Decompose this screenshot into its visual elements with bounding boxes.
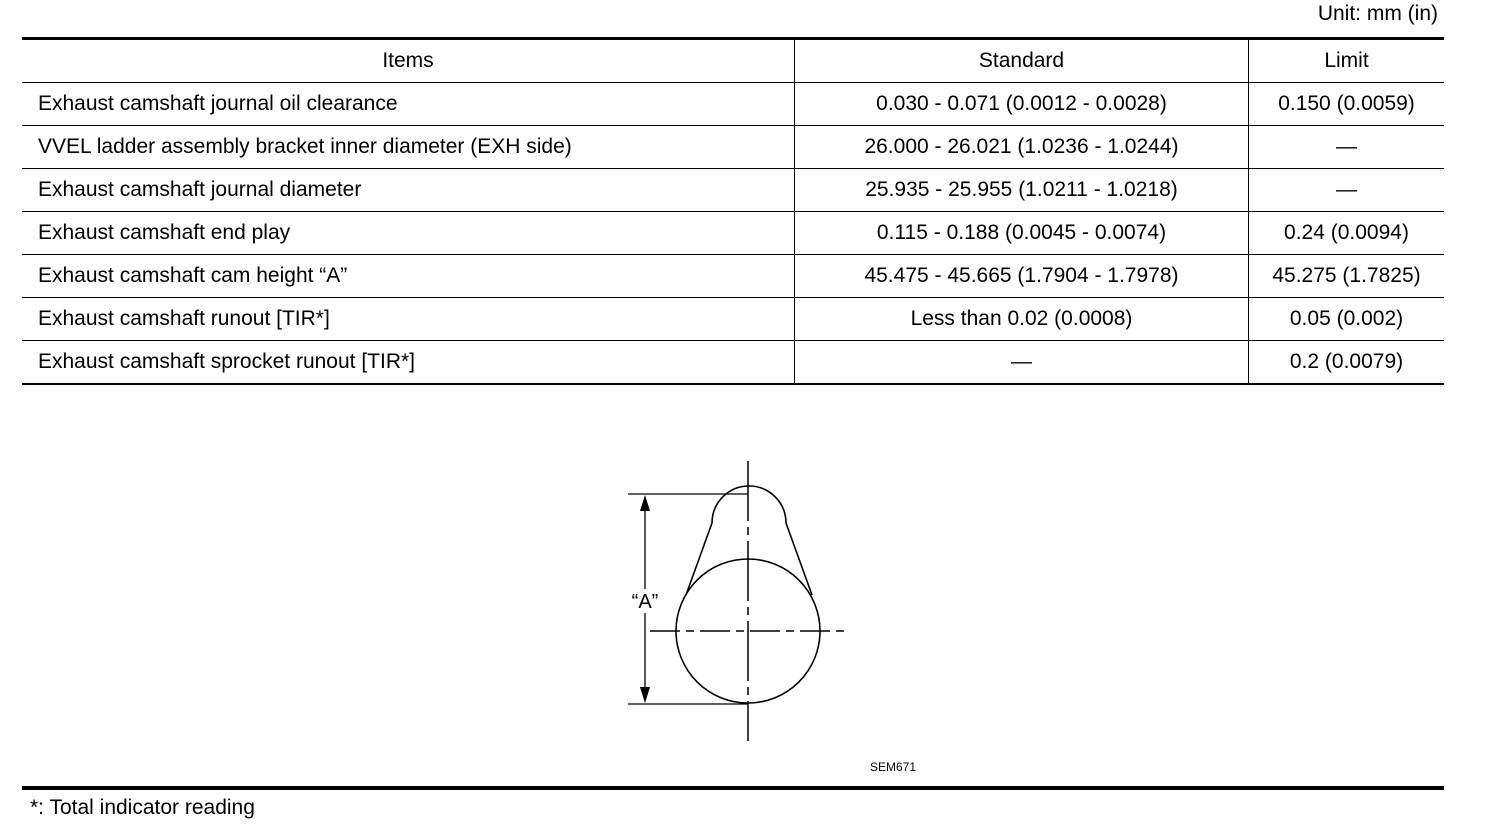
cam-height-diagram bbox=[600, 455, 930, 785]
table-row bbox=[22, 298, 1444, 341]
cell-standard: 25.935 - 25.955 (1.0211 - 1.0218) bbox=[795, 169, 1249, 212]
unit-label: Unit: mm (in) bbox=[1317, 2, 1438, 25]
cell-standard: — bbox=[795, 341, 1249, 385]
cell-limit: 0.150 (0.0059) bbox=[1249, 83, 1445, 126]
camshaft-spec-table bbox=[22, 37, 1444, 385]
cell-item: Exhaust camshaft sprocket runout [TIR*] bbox=[22, 341, 795, 385]
table-row bbox=[22, 169, 1444, 212]
cell-item: Exhaust camshaft runout [TIR*] bbox=[22, 298, 795, 341]
cell-item: Exhaust camshaft end play bbox=[22, 212, 795, 255]
cell-limit: 0.24 (0.0094) bbox=[1249, 212, 1445, 255]
header-standard: Standard bbox=[795, 39, 1249, 83]
table-row bbox=[22, 83, 1444, 126]
table-header-row bbox=[22, 39, 1444, 83]
table-row bbox=[22, 126, 1444, 169]
table-row bbox=[22, 255, 1444, 298]
cell-limit: 0.2 (0.0079) bbox=[1249, 341, 1445, 385]
cam-lobe-profile bbox=[686, 486, 812, 595]
cell-item: Exhaust camshaft journal diameter bbox=[22, 169, 795, 212]
cell-limit: — bbox=[1249, 126, 1445, 169]
cell-item: Exhaust camshaft journal oil clearance bbox=[22, 83, 795, 126]
footnote: *: Total indicator reading bbox=[30, 796, 255, 819]
bottom-rule bbox=[22, 786, 1444, 790]
cell-standard: 0.115 - 0.188 (0.0045 - 0.0074) bbox=[795, 212, 1249, 255]
cell-limit: 45.275 (1.7825) bbox=[1249, 255, 1445, 298]
figure-code: SEM671 bbox=[870, 760, 917, 774]
cell-standard: Less than 0.02 (0.0008) bbox=[795, 298, 1249, 341]
header-items: Items bbox=[22, 39, 795, 83]
cell-limit: — bbox=[1249, 169, 1445, 212]
cam-height-drawing bbox=[600, 455, 930, 785]
cell-standard: 45.475 - 45.665 (1.7904 - 1.7978) bbox=[795, 255, 1249, 298]
arrow-down-icon bbox=[640, 687, 650, 703]
cell-limit: 0.05 (0.002) bbox=[1249, 298, 1445, 341]
cell-item: VVEL ladder assembly bracket inner diameter (EXH side) bbox=[22, 126, 795, 169]
dimension-label-a: “A” bbox=[631, 591, 659, 613]
cell-standard: 26.000 - 26.021 (1.0236 - 1.0244) bbox=[795, 126, 1249, 169]
table-row bbox=[22, 341, 1444, 385]
arrow-up-icon bbox=[640, 495, 650, 511]
cell-standard: 0.030 - 0.071 (0.0012 - 0.0028) bbox=[795, 83, 1249, 126]
header-limit: Limit bbox=[1249, 39, 1445, 83]
cell-item: Exhaust camshaft cam height “A” bbox=[22, 255, 795, 298]
table-row bbox=[22, 212, 1444, 255]
